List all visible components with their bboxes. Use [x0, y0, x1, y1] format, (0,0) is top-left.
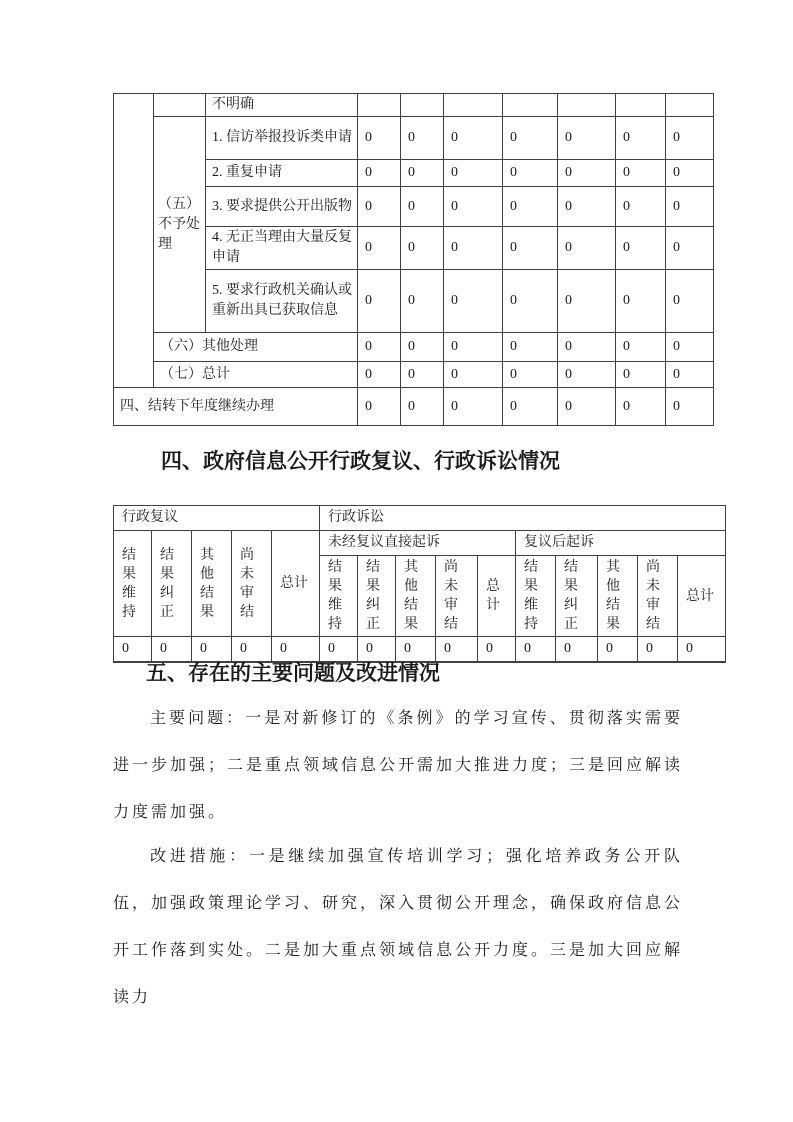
value-cell: 0 — [516, 637, 556, 663]
label-cell: 尚未审结 — [638, 556, 678, 637]
label-cell: 复议后起诉 — [516, 531, 726, 556]
value-cell: 0 — [666, 117, 714, 160]
value-cell: 0 — [678, 637, 726, 663]
value-cell: 0 — [503, 227, 558, 270]
label-cell: 4. 无正当理由大量反复申请 — [206, 227, 358, 270]
value-cell: 0 — [358, 160, 401, 187]
value-cell: 0 — [556, 637, 598, 663]
value-cell: 0 — [401, 333, 444, 362]
value-cell: 0 — [666, 160, 714, 187]
value-cell: 0 — [558, 160, 616, 187]
value-cell: 0 — [638, 637, 678, 663]
value-cell: 0 — [401, 187, 444, 227]
value-cell: 0 — [358, 117, 401, 160]
value-cell: 0 — [558, 362, 616, 388]
value-cell: 0 — [401, 388, 444, 426]
value-cell: 0 — [558, 227, 616, 270]
value-cell: 0 — [358, 187, 401, 227]
section5-heading: 五、存在的主要问题及改进情况 — [146, 662, 440, 685]
value-cell: 0 — [232, 637, 272, 663]
label-cell: 不明确 — [206, 94, 358, 117]
label-cell: 其他结果 — [598, 556, 638, 637]
problems-paragraph: 主要问题：一是对新修订的《条例》的学习宣传、贯彻落实需要进一步加强；二是重点领域信息公开需加大推进力度；三是回应解读力度需加强。 — [113, 710, 684, 821]
value-cell: 0 — [616, 117, 666, 160]
value-cell: 0 — [401, 270, 444, 333]
value-cell: 0 — [401, 362, 444, 388]
label-cell: （六）其他处理 — [154, 333, 358, 362]
label-cell: 结果纠正 — [358, 556, 396, 637]
review-litigation-table — [113, 505, 726, 663]
value-cell: 0 — [272, 637, 320, 663]
label-cell: 结果纠正 — [556, 556, 598, 637]
value-cell: 0 — [444, 187, 503, 227]
value-cell — [616, 94, 666, 117]
label-cell: 总计 — [478, 556, 516, 637]
section4-heading: 四、政府信息公开行政复议、行政诉讼情况 — [161, 450, 560, 473]
label-cell: 行政复议 — [114, 506, 320, 531]
value-cell: 0 — [401, 227, 444, 270]
label-cell: 总计 — [678, 556, 726, 637]
value-cell: 0 — [558, 388, 616, 426]
label-cell: 1. 信访举报投诉类申请 — [206, 117, 358, 160]
value-cell — [358, 94, 401, 117]
value-cell: 0 — [666, 388, 714, 426]
value-cell: 0 — [401, 117, 444, 160]
value-cell: 0 — [358, 270, 401, 333]
value-cell: 0 — [598, 637, 638, 663]
value-cell: 0 — [558, 117, 616, 160]
value-cell: 0 — [616, 227, 666, 270]
label-cell: 其他结果 — [192, 531, 232, 637]
label-cell: 结果维持 — [114, 531, 152, 637]
value-cell: 0 — [503, 187, 558, 227]
label-cell: 结果维持 — [320, 556, 358, 637]
value-cell: 0 — [114, 637, 152, 663]
value-cell: 0 — [616, 160, 666, 187]
value-cell: 0 — [503, 362, 558, 388]
value-cell: 0 — [444, 117, 503, 160]
label-cell: 3. 要求提供公开出版物 — [206, 187, 358, 227]
value-cell: 0 — [503, 117, 558, 160]
value-cell: 0 — [444, 388, 503, 426]
value-cell: 0 — [666, 270, 714, 333]
empty-cell — [114, 94, 154, 388]
value-cell — [401, 94, 444, 117]
value-cell: 0 — [358, 362, 401, 388]
label-cell: 2. 重复申请 — [206, 160, 358, 187]
label-cell: （五）不予处理 — [154, 117, 206, 333]
value-cell: 0 — [444, 160, 503, 187]
value-cell: 0 — [616, 270, 666, 333]
label-cell: 尚未审结 — [232, 531, 272, 637]
value-cell: 0 — [444, 270, 503, 333]
empty-cell — [154, 94, 206, 117]
carryover-results-table — [113, 93, 714, 426]
value-cell: 0 — [503, 333, 558, 362]
value-cell — [666, 94, 714, 117]
label-cell: 5. 要求行政机关确认或重新出具已获取信息 — [206, 270, 358, 333]
value-cell: 0 — [444, 333, 503, 362]
value-cell: 0 — [666, 187, 714, 227]
label-cell: 总计 — [272, 531, 320, 637]
value-cell: 0 — [358, 333, 401, 362]
measures-paragraph: 改进措施：一是继续加强宣传培训学习；强化培养政务公开队伍，加强政策理论学习、研究，深入贯彻公开理念，确保政府信息公开工作落到实处。二是加大重点领域信息公开力度。三是加大回应解读力 — [113, 848, 684, 1006]
value-cell: 0 — [616, 362, 666, 388]
value-cell: 0 — [444, 227, 503, 270]
value-cell: 0 — [436, 637, 478, 663]
value-cell: 0 — [358, 227, 401, 270]
value-cell: 0 — [396, 637, 436, 663]
value-cell: 0 — [666, 227, 714, 270]
value-cell: 0 — [616, 187, 666, 227]
value-cell: 0 — [558, 333, 616, 362]
value-cell — [503, 94, 558, 117]
value-cell: 0 — [478, 637, 516, 663]
value-cell: 0 — [558, 187, 616, 227]
value-cell: 0 — [558, 270, 616, 333]
value-cell: 0 — [616, 388, 666, 426]
value-cell: 0 — [666, 362, 714, 388]
value-cell: 0 — [444, 362, 503, 388]
value-cell: 0 — [358, 388, 401, 426]
value-cell — [558, 94, 616, 117]
label-cell: 结果纠正 — [152, 531, 192, 637]
value-cell: 0 — [152, 637, 192, 663]
label-cell: 结果维持 — [516, 556, 556, 637]
value-cell: 0 — [503, 160, 558, 187]
label-cell: （七）总计 — [154, 362, 358, 388]
value-cell: 0 — [358, 637, 396, 663]
label-cell: 其他结果 — [396, 556, 436, 637]
value-cell: 0 — [401, 160, 444, 187]
value-cell: 0 — [503, 270, 558, 333]
label-cell: 未经复议直接起诉 — [320, 531, 516, 556]
value-cell: 0 — [192, 637, 232, 663]
value-cell: 0 — [616, 333, 666, 362]
label-cell: 尚未审结 — [436, 556, 478, 637]
value-cell: 0 — [666, 333, 714, 362]
value-cell: 0 — [503, 388, 558, 426]
label-cell: 四、结转下年度继续办理 — [114, 388, 358, 426]
value-cell — [444, 94, 503, 117]
value-cell: 0 — [320, 637, 358, 663]
label-cell: 行政诉讼 — [320, 506, 726, 531]
